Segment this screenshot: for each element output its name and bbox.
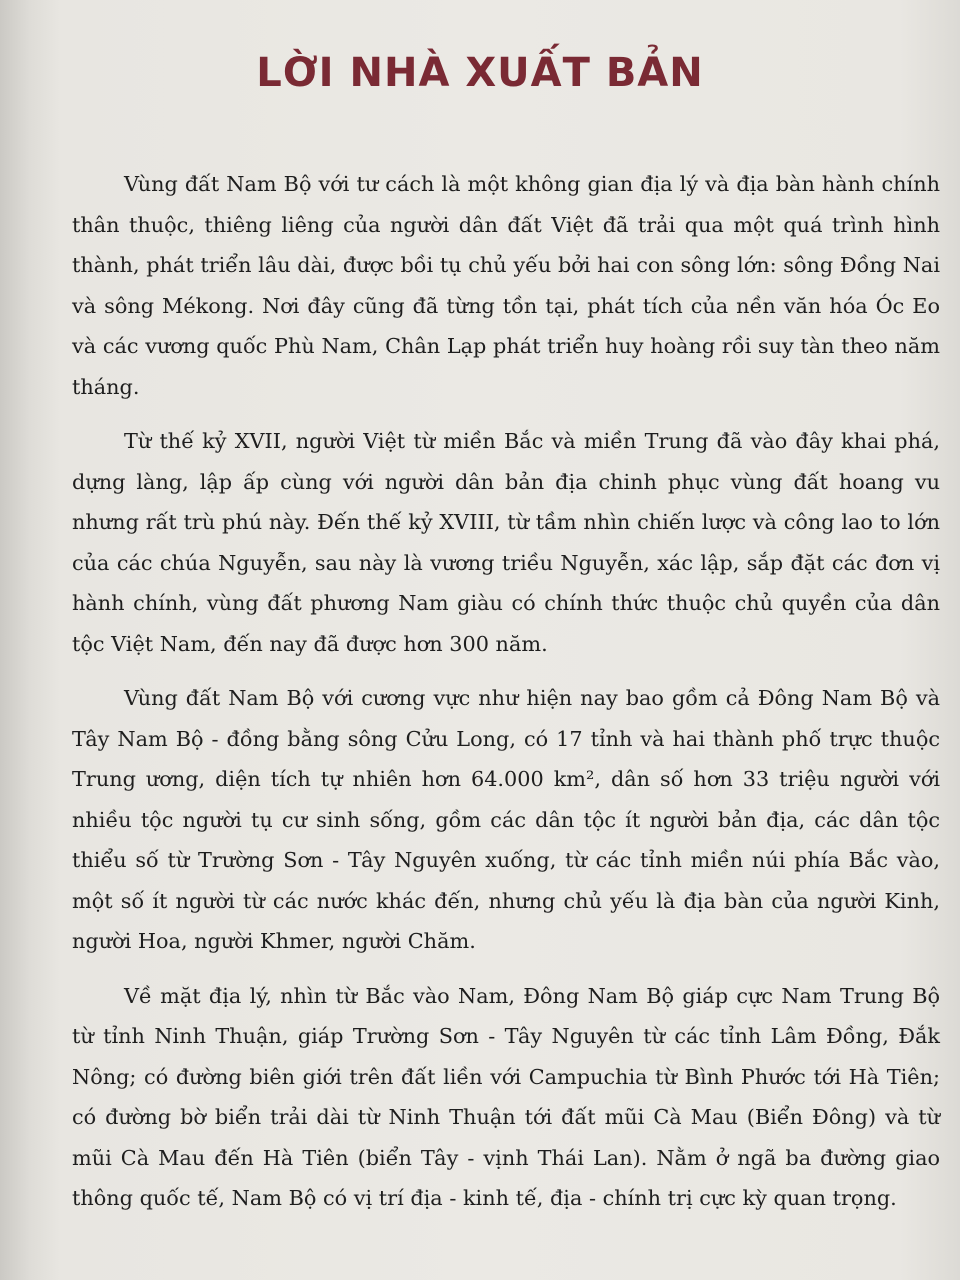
- paragraph-2: Từ thế kỷ XVII, người Việt từ miền Bắc và miền Trung đã vào đây khai phá, dựng làng, lập ấp cùng với người dân bản địa chinh phục vùng đất hoang vu nhưng rất trù phú này. Đến thế kỷ XVIII, từ tầm nhìn chiến lược và công lao to lớn của các chúa Nguyễn, sau này là vương triều Nguyễn, xác lập, sắp đặt các đơn vị hành chính, vùng đất phương Nam giàu có chính thức thuộc chủ quyền của dân tộc Việt Nam, đến nay đã được hơn 300 năm.: [72, 429, 940, 656]
- paragraph-1: Vùng đất Nam Bộ với tư cách là một không gian địa lý và địa bàn hành chính thân thuộc, thiêng liêng của người dân đất Việt đã trải qua một quá trình hình thành, phát triển lâu dài, được bồi tụ chủ yếu bởi hai con sông lớn: sông Đồng Nai và sông Mékong. Nơi đây cũng đã từng tồn tại, phát tích của nền văn hóa Óc Eo và các vương quốc Phù Nam, Chân Lạp phát triển huy hoàng rồi suy tàn theo năm tháng.: [72, 172, 940, 399]
- paragraph-4: Về mặt địa lý, nhìn từ Bắc vào Nam, Đông Nam Bộ giáp cực Nam Trung Bộ từ tỉnh Ninh Thuận, giáp Trường Sơn - Tây Nguyên từ các tỉnh Lâm Đồng, Đắk Nông; có đường biên giới trên đất liền với Campuchia từ Bình Phước tới Hà Tiên; có đường bờ biển trải dài từ Ninh Thuận tới đất mũi Cà Mau (Biển Đông) và từ mũi Cà Mau đến Hà Tiên (biển Tây - vịnh Thái Lan). Nằm ở ngã ba đường giao thông quốc tế, Nam Bộ có vị trí địa - kinh tế, địa - chính trị cực kỳ quan trọng.: [72, 983, 940, 1210]
- body-text: [72, 164, 940, 1219]
- paragraph-3: Vùng đất Nam Bộ với cương vực như hiện nay bao gồm cả Đông Nam Bộ và Tây Nam Bộ - đồng bằng sông Cửu Long, có 17 tỉnh và hai thành phố trực thuộc Trung ương, diện tích tự nhiên hơn 64.000 km², dân số hơn 33 triệu người với nhiều tộc người tụ cư sinh sống, gồm các dân tộc ít người bản địa, các dân tộc thiểu số từ Trường Sơn - Tây Nguyên xuống, từ các tỉnh miền núi phía Bắc vào, một số ít người từ các nước khác đến, nhưng chủ yếu là địa bàn của người Kinh, người Hoa, người Khmer, người Chăm.: [72, 686, 940, 953]
- page-title: LỜI NHÀ XUẤT BẢN: [256, 50, 704, 96]
